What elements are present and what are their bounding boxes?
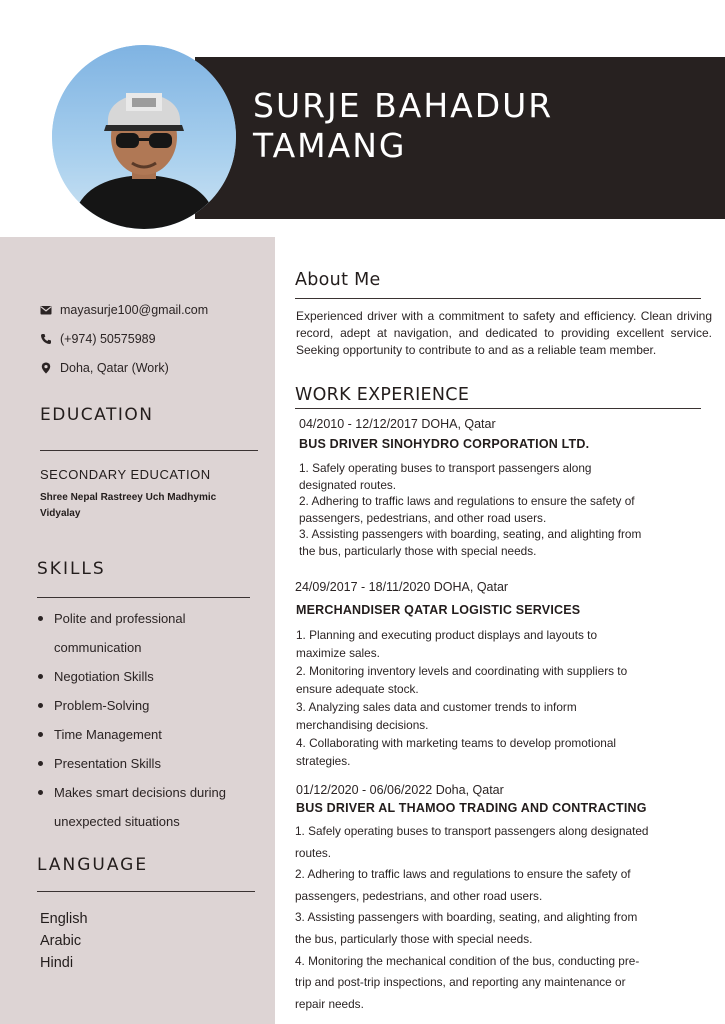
job-title: BUS DRIVER AL THAMOO TRADING AND CONTRACTING	[296, 801, 647, 815]
job-duty-line: routes.	[295, 845, 332, 860]
skills-heading: SKILLS	[37, 559, 106, 579]
language-item: English	[40, 911, 88, 927]
contact-phone-text: (+974) 50575989	[60, 332, 156, 346]
job-duty-line: 3. Assisting passengers with boarding, seating, and alighting from	[299, 527, 642, 541]
job-duty-line: 1. Safely operating buses to transport passengers along	[299, 461, 592, 475]
job-dates: 01/12/2020 - 06/06/2022 Doha, Qatar	[296, 783, 504, 797]
job-duty-line: ensure adequate stock.	[296, 682, 419, 696]
work-experience-divider	[295, 408, 701, 409]
language-divider	[37, 891, 255, 892]
job-duty-line: 2. Monitoring inventory levels and coordinating with suppliers to	[296, 664, 628, 678]
about-divider	[295, 298, 701, 299]
language-item: Hindi	[40, 955, 74, 971]
job-duty-line: designated routes.	[299, 477, 397, 492]
job-duty-line: 2. Adhering to traffic laws and regulations to ensure the safety of	[299, 494, 635, 508]
job-duty-line: 3. Analyzing sales data and customer trends to inform	[296, 700, 577, 714]
about-text: Experienced driver with a commitment to safety and efficiency. Clean driving record, adept at navigation, and dedicated to providing excellent service. Seeking opportunity to contribute to and as a reliable team member.	[296, 309, 712, 357]
education-school: Shree Nepal Rastreey Uch Madhymic Vidyalay	[40, 492, 217, 519]
job-duty-line: 4. Monitoring the mechanical condition of the bus, conducting pre-	[295, 953, 640, 968]
job-duty-line: maximize sales.	[296, 646, 380, 660]
skill-item-continuation: communication	[54, 640, 142, 655]
job-duty-line: the bus, particularly those with special needs.	[295, 931, 533, 946]
education-heading: EDUCATION	[40, 405, 154, 425]
skill-item-continuation: unexpected situations	[54, 814, 180, 829]
job-duty-line: 1. Planning and executing product displays and layouts to	[296, 628, 598, 642]
profile-photo	[52, 45, 236, 229]
skill-item: Time Management	[38, 720, 263, 749]
job-duty-line: merchandising decisions.	[296, 718, 429, 732]
job-dates: 24/09/2017 - 18/11/2020 DOHA, Qatar	[295, 580, 509, 594]
skill-item: Negotiation Skills	[38, 662, 263, 691]
contact-email-text: mayasurje100@gmail.com	[60, 303, 209, 317]
education-divider	[40, 450, 258, 451]
contact-phone[interactable]	[40, 332, 156, 346]
job-duty-line: trip and post-trip inspections, and reporting any maintenance or	[295, 975, 626, 990]
job-dates: 04/2010 - 12/12/2017 DOHA, Qatar	[299, 417, 496, 431]
skills-list	[38, 604, 263, 836]
job-duty-line: strategies.	[296, 754, 351, 768]
work-experience-heading: WORK EXPERIENCE	[295, 385, 470, 405]
skill-item: Polite and professional	[38, 604, 263, 633]
job-duties	[295, 821, 649, 1015]
job-duty-line: 2. Adhering to traffic laws and regulations to ensure the safety of	[295, 867, 631, 882]
job-duty-line: passengers, pedestrians, and other road users.	[295, 888, 543, 903]
name-line-1: SURJE BAHADUR	[253, 86, 554, 125]
job-title: MERCHANDISER QATAR LOGISTIC SERVICES	[296, 603, 581, 617]
skill-item: Makes smart decisions during	[38, 778, 263, 807]
language-list	[40, 908, 88, 974]
skills-divider	[37, 597, 250, 598]
education-level: SECONDARY EDUCATION	[40, 467, 211, 482]
contact-email[interactable]	[40, 303, 208, 317]
contact-location-text: Doha, Qatar (Work)	[60, 361, 169, 375]
skill-item: Presentation Skills	[38, 749, 263, 778]
envelope-icon	[40, 304, 52, 316]
job-title: BUS DRIVER SINOHYDRO CORPORATION LTD.	[299, 437, 590, 451]
language-heading: LANGUAGE	[37, 855, 149, 875]
job-duty-line: 1. Safely operating buses to transport passengers along designated	[295, 824, 649, 838]
job-duties	[299, 460, 641, 559]
language-item: Arabic	[40, 933, 82, 949]
phone-icon	[40, 333, 52, 345]
name-line-2: TAMANG	[253, 126, 407, 165]
job-duty-line: 3. Assisting passengers with boarding, seating, and alighting from	[295, 910, 638, 925]
candidate-name	[253, 86, 693, 166]
about-heading: About Me	[295, 270, 381, 290]
job-duty-line: passengers, pedestrians, and other road users.	[299, 510, 547, 525]
job-duty-line: repair needs.	[295, 996, 364, 1011]
profile-photo-illustration	[52, 45, 236, 229]
map-pin-icon	[40, 362, 52, 374]
job-duty-line: 4. Collaborating with marketing teams to develop promotional	[296, 736, 616, 750]
job-duties	[296, 626, 627, 770]
skill-item: Problem-Solving	[38, 691, 263, 720]
job-duty-line: the bus, particularly those with special needs.	[299, 543, 537, 558]
contact-location	[40, 361, 169, 375]
